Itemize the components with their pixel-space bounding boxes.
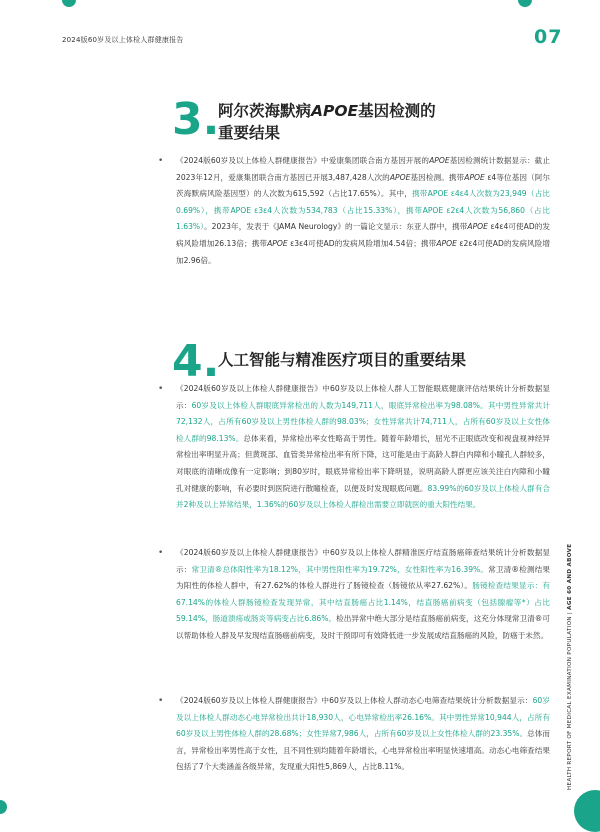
paragraph: [176, 381, 550, 514]
section-number: 3.: [172, 94, 220, 145]
text-run: APOE: [467, 222, 488, 232]
text-run: 《2024版60岁及以上体检人群健康报告》中60岁及以上体检人群精准医疗结直肠癌筛查结果统计分析数据显示：: [176, 548, 550, 574]
text-run: APOE: [267, 238, 288, 248]
corner-decoration: [518, 0, 532, 7]
text-run: 基因检测统计数据显示：截止2023年12月，爱康集团联合南方基因已开展3,487,428人次的: [176, 156, 550, 182]
paragraph: [176, 545, 550, 645]
text-run: 《2024版60岁及以上体检人群健康报告》中60岁及以上体检人群人工智能眼底健康评估结果统计分析数据显示：: [176, 384, 550, 410]
page-number: 07: [534, 26, 563, 48]
corner-decoration: [0, 800, 7, 814]
text-run: 肠镜检查结果显示：有67.14%的体检人群肠镜检查发现异常，其中结直肠癌占比1.14%，结直肠癌前病变（包括腺瘤等*）占比59.14%，肠道溃疡或肠炎等病变占比6.86%。: [176, 581, 551, 624]
section-title-part: 基因检测的: [358, 102, 436, 120]
text-run: ε4等位基因（阿尔茨海默病风险基因型）的人次数为615,592（占比17.65%）。其中，: [176, 172, 551, 199]
paragraph: [176, 693, 550, 776]
section-title-part: 重要结果: [218, 124, 281, 142]
bullet-dot: •: [158, 696, 164, 706]
text-run: ε3ε4可使AD的发病风险增加4.54倍；携带: [287, 238, 437, 248]
text-run: 60岁及以上体检人群眼底异常检出的人数为149,711人，眼底异常检出率为98.08%。其中男性异常共计72,132人，占所有60岁及以上男性体检人群的98.03%；女性异常共计74,711人，占所有60岁及以上女性体检人群的98.13%。: [176, 400, 551, 443]
side-vertical-text: HEALTH REPORT OF MEDICAL EXAMINATION POPULATION | AGE 60 AND ABOVE: [567, 543, 573, 790]
section-title-part: 阿尔茨海默病: [218, 102, 312, 120]
section-title: [218, 100, 436, 144]
header-title: 2024版60岁及以上体检人群健康报告: [62, 36, 184, 44]
side-text-bold: AGE 60 AND ABOVE: [567, 543, 573, 610]
text-run: 携带APOE ε4ε4人次数为23,949（占比0.69%），携带APOE ε3ε4人次数为534,783（占比15.33%），携带APOE ε2ε4人次数为56,860（占比1.63%）: [176, 189, 550, 232]
text-run: ε4ε4可使AD的发病风险增加26.13倍；携带: [176, 222, 551, 248]
text-run: 基因检测。携带: [410, 172, 465, 182]
section-title: 人工智能与精准医疗项目的重要结果: [218, 351, 467, 369]
section-number: 4.: [172, 336, 220, 387]
text-run: APOE: [389, 172, 411, 182]
text-run: 60岁及以上体检人群动态心电异常检出共计18,930人，心电异常检出率26.16%。其中男性异常10,944人，占所有60岁及以上男性体检人群的28.68%；女性异常7,986人，占所有60岁及以上女性体检人群的23.35%。: [176, 696, 550, 739]
text-run: APOE: [436, 238, 457, 248]
text-run: 常卫清®检测结果为阳性的体检人群中，有27.62%的体检人群进行了肠镜检查（肠镜依从率27.62%）。: [176, 564, 551, 591]
text-run: 总体而言，异常检出率男性高于女性，且不同性别均随着年龄增长，心电异常检出率明显快速增高。动态心电筛查结果包括了7个大类涵盖各级异常，发现重大阳性5,869人，占比8.11%。: [176, 729, 550, 772]
bullet-dot: •: [158, 384, 164, 394]
text-run: APOE: [429, 156, 450, 165]
corner-decoration: [62, 0, 76, 7]
bullet-dot: •: [158, 548, 164, 558]
text-run: 《2024版60岁及以上体检人群健康报告》中爱康集团联合南方基因开展的: [176, 156, 430, 165]
corner-decoration: [574, 790, 600, 832]
paragraph: [176, 153, 550, 269]
bullet-dot: •: [158, 156, 164, 166]
text-run: 常卫清®总体阳性率为18.12%，其中男性阳性率为19.72%，女性阳性率为16.39%。: [191, 564, 489, 574]
section-title-part: APOE: [311, 102, 359, 120]
text-run: APOE: [464, 172, 485, 182]
text-run: 《2024版60岁及以上体检人群健康报告》中60岁及以上体检人群动态心电筛查结果统计分析数据显示：: [176, 696, 533, 705]
text-run: 83.99%的60岁及以上体检人群有合并2种及以上异常结果，1.36%的60岁及以上体检人群检出需要立即就医的重大阳性结果。: [176, 483, 550, 510]
text-run: 检出异常中绝大部分是结直肠癌前病变，这充分体现常卫清®可以帮助体检人群及早发现结直肠癌前病变，及时干预即可有效降低进一步发展成结直肠癌的风险，防癌于未然。: [176, 614, 551, 640]
side-text: HEALTH REPORT OF MEDICAL EXAMINATION POPULATION: [567, 616, 573, 790]
text-run: ε2ε4可使AD的发病风险增加2.96倍。: [176, 238, 551, 265]
text-run: 。2023年，发表于《JAMA Neurology》的一篇论文显示：东亚人群中，携带: [204, 222, 468, 232]
text-run: 总体来看，异常检出率女性略高于男性。随着年龄增长，屈光不正眼底改变和视盘视神经异常检出率明显升高；但黄斑部、血管类异常检出率有所下降，这可能是由于高龄人群白内障和小瞳孔人群较多，对眼底的清晰成像有一定影响；到80岁时，眼底异常检出率下降明显，说明高龄人群更应该关注白内障和小瞳孔对健康的影响，有必要时到医院进行散瞳检查，以便及时发现眼底问题。: [176, 433, 550, 493]
